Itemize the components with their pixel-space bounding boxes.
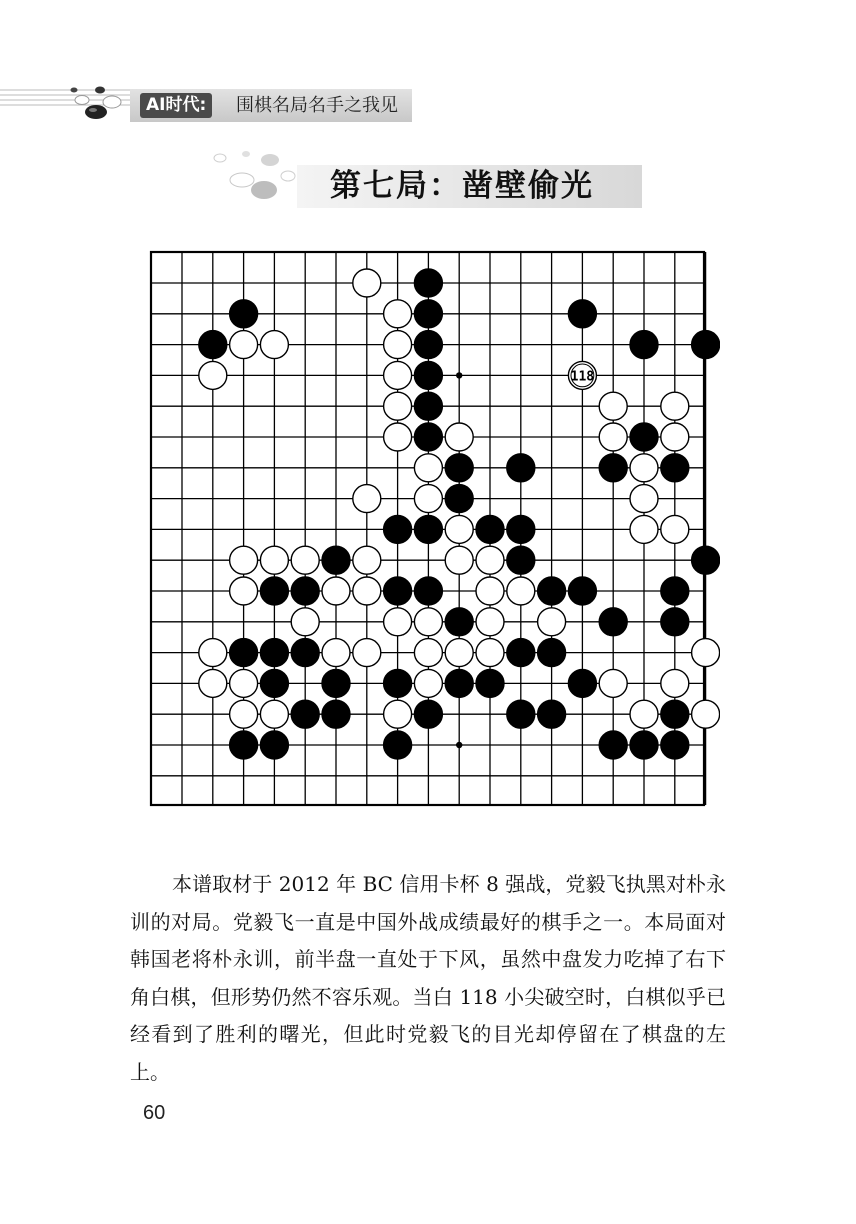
black-stone bbox=[384, 577, 412, 605]
black-stone bbox=[230, 300, 258, 328]
white-stone bbox=[476, 577, 504, 605]
white-stone bbox=[414, 454, 442, 482]
white-stone bbox=[661, 515, 689, 543]
chapter-title: 第七局：凿壁偷光 bbox=[330, 168, 594, 204]
black-stone bbox=[291, 639, 319, 667]
star-point bbox=[456, 742, 462, 748]
black-stone bbox=[661, 454, 689, 482]
go-board-diagram bbox=[140, 242, 720, 822]
black-stone bbox=[230, 639, 258, 667]
black-stone bbox=[260, 669, 288, 697]
black-stone bbox=[661, 731, 689, 759]
white-stone bbox=[661, 392, 689, 420]
white-stone bbox=[599, 392, 627, 420]
white-stone bbox=[445, 515, 473, 543]
book-title: 围棋名局名手之我见 bbox=[236, 95, 398, 116]
go-stones-decoration-icon bbox=[200, 146, 300, 208]
white-stone bbox=[199, 361, 227, 389]
white-stone bbox=[322, 577, 350, 605]
book-series-badge: AI时代: bbox=[140, 93, 212, 118]
black-stone bbox=[661, 700, 689, 728]
white-stone bbox=[384, 300, 412, 328]
black-stone bbox=[476, 669, 504, 697]
black-stone bbox=[507, 639, 535, 667]
black-stone bbox=[599, 608, 627, 636]
black-stone bbox=[414, 300, 442, 328]
white-stone bbox=[353, 577, 381, 605]
black-stone bbox=[538, 700, 566, 728]
white-stone bbox=[630, 485, 658, 513]
white-stone bbox=[230, 331, 258, 359]
black-stone bbox=[661, 608, 689, 636]
black-stone bbox=[445, 485, 473, 513]
white-stone bbox=[384, 608, 412, 636]
white-stone bbox=[692, 639, 720, 667]
star-point bbox=[456, 372, 462, 378]
white-stone bbox=[414, 669, 442, 697]
white-stone bbox=[230, 669, 258, 697]
black-stone bbox=[230, 731, 258, 759]
white-stone bbox=[353, 269, 381, 297]
black-stone bbox=[322, 546, 350, 574]
black-stone bbox=[414, 331, 442, 359]
black-stone bbox=[661, 577, 689, 605]
white-stone bbox=[384, 392, 412, 420]
black-stone bbox=[630, 731, 658, 759]
white-stone bbox=[661, 669, 689, 697]
white-stone bbox=[260, 700, 288, 728]
black-stone bbox=[260, 639, 288, 667]
white-stone bbox=[476, 639, 504, 667]
white-stone bbox=[445, 546, 473, 574]
white-stone bbox=[384, 361, 412, 389]
white-stone bbox=[661, 423, 689, 451]
black-stone bbox=[445, 454, 473, 482]
black-stone bbox=[538, 639, 566, 667]
white-stone bbox=[692, 700, 720, 728]
white-stone bbox=[230, 700, 258, 728]
black-stone bbox=[384, 731, 412, 759]
white-stone bbox=[538, 608, 566, 636]
white-stone bbox=[353, 485, 381, 513]
black-stone bbox=[630, 331, 658, 359]
white-stone bbox=[384, 423, 412, 451]
white-stone bbox=[476, 546, 504, 574]
white-stone bbox=[445, 423, 473, 451]
black-stone bbox=[291, 577, 319, 605]
commentary-paragraph: 本谱取材于 2012 年 BC 信用卡杯 8 强战，党毅飞执黑对朴永训的对局。党毅飞一直是中国外战成绩最好的棋手之一。本局面对韩国老将朴永训，前半盘一直处于下风，虽然中盘发力吃掉了右下角白棋，但形势仍然不容乐观。当白 118 小尖破空时，白棋似乎已经看到了胜利的曙光，但此时党毅飞的目光却停留在了棋盘的左上。 bbox=[130, 872, 726, 1084]
black-stone bbox=[445, 669, 473, 697]
black-stone bbox=[260, 577, 288, 605]
black-stone bbox=[414, 361, 442, 389]
black-stone bbox=[199, 331, 227, 359]
black-stone bbox=[291, 700, 319, 728]
white-stone bbox=[599, 423, 627, 451]
black-stone bbox=[507, 546, 535, 574]
white-stone bbox=[230, 546, 258, 574]
page-number: 60 bbox=[143, 1102, 166, 1124]
black-stone bbox=[414, 515, 442, 543]
black-stone bbox=[414, 423, 442, 451]
white-stone bbox=[599, 669, 627, 697]
go-stones-decoration-icon bbox=[60, 80, 132, 124]
white-stone bbox=[414, 639, 442, 667]
white-stone bbox=[384, 700, 412, 728]
black-stone bbox=[599, 454, 627, 482]
black-stone bbox=[322, 669, 350, 697]
white-stone bbox=[230, 577, 258, 605]
black-stone bbox=[599, 731, 627, 759]
black-stone bbox=[538, 577, 566, 605]
black-stone bbox=[260, 731, 288, 759]
white-stone bbox=[384, 331, 412, 359]
black-stone bbox=[568, 300, 596, 328]
white-stone bbox=[353, 546, 381, 574]
black-stone bbox=[322, 700, 350, 728]
black-stone bbox=[692, 331, 720, 359]
black-stone bbox=[414, 269, 442, 297]
black-stone bbox=[445, 608, 473, 636]
black-stone bbox=[507, 454, 535, 482]
white-stone bbox=[445, 639, 473, 667]
black-stone bbox=[384, 515, 412, 543]
white-stone bbox=[260, 546, 288, 574]
black-stone bbox=[630, 423, 658, 451]
white-stone bbox=[414, 608, 442, 636]
black-stone bbox=[692, 546, 720, 574]
black-stone bbox=[568, 577, 596, 605]
black-stone bbox=[414, 577, 442, 605]
white-stone bbox=[630, 515, 658, 543]
white-stone bbox=[630, 454, 658, 482]
white-stone bbox=[199, 669, 227, 697]
move-number-label: 118 bbox=[570, 369, 595, 385]
white-stone bbox=[322, 639, 350, 667]
white-stone bbox=[291, 546, 319, 574]
black-stone bbox=[507, 515, 535, 543]
white-stone bbox=[630, 700, 658, 728]
white-stone bbox=[199, 639, 227, 667]
white-stone bbox=[353, 639, 381, 667]
black-stone bbox=[476, 515, 504, 543]
black-stone bbox=[384, 669, 412, 697]
black-stone bbox=[568, 669, 596, 697]
black-stone bbox=[414, 700, 442, 728]
white-stone bbox=[414, 485, 442, 513]
white-stone bbox=[476, 608, 504, 636]
white-stone bbox=[291, 608, 319, 636]
white-stone bbox=[507, 577, 535, 605]
white-stone bbox=[260, 331, 288, 359]
black-stone bbox=[507, 700, 535, 728]
black-stone bbox=[414, 392, 442, 420]
